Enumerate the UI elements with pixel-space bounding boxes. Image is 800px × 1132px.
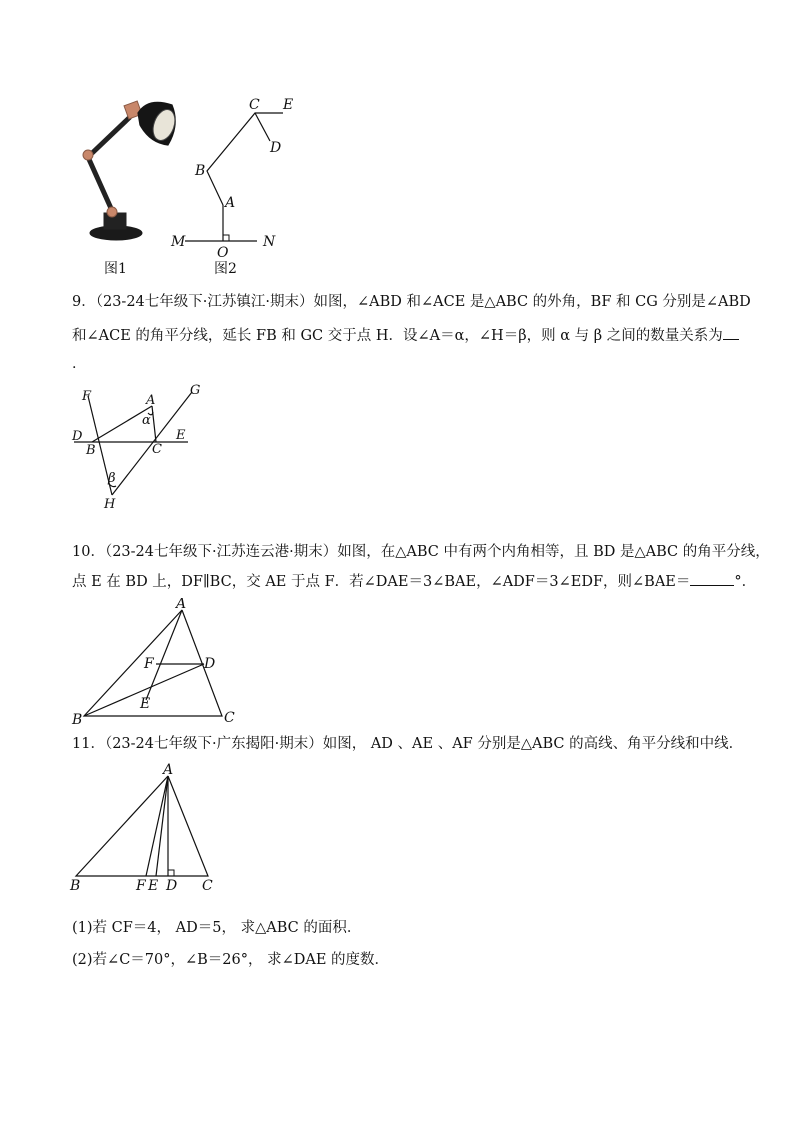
q9-label-F: F (82, 389, 92, 404)
q9-text-line-3: . (72, 356, 77, 372)
q10-text-line-2-content: 点 E 在 BD 上，DF∥BC，交 AE 于点 F．若∠DAE＝3∠BAE，∠ADF＝3∠EDF，则∠BAE＝ (72, 574, 691, 590)
q11-label-B: B (70, 878, 81, 894)
q9-label-A: A (146, 393, 156, 408)
q11-label-F: F (136, 878, 146, 894)
q11-diagram (66, 760, 226, 895)
fig2-label-E: E (283, 97, 294, 113)
q10-label-D: D (204, 656, 216, 672)
fig2-label-D: D (270, 140, 282, 156)
q9-text-line-2 (72, 326, 739, 346)
q10-label-A: A (176, 598, 187, 612)
fig2-label-C: C (249, 97, 260, 113)
q10-label-C: C (224, 710, 235, 726)
fig2-label-O: O (217, 245, 229, 261)
q11-part-1: (1)若 CF＝4， AD＝5， 求△ABC 的面积． (72, 920, 362, 936)
fig2-label-N: N (263, 234, 276, 250)
q11-label-D: D (166, 878, 178, 894)
figure-2-diagram (165, 95, 305, 265)
q9-label-E: E (176, 428, 186, 443)
q10-diagram (66, 598, 246, 728)
q11-label-E: E (148, 878, 159, 894)
q10-answer-blank[interactable] (690, 585, 734, 586)
q11-label-C: C (202, 878, 213, 894)
q10-text-line-2-end: °． (734, 574, 757, 590)
q9-label-D: D (72, 429, 83, 444)
q10-label-B: B (72, 712, 83, 728)
q10-text-line-2 (72, 572, 756, 592)
q9-label-C: C (152, 442, 162, 457)
q9-label-alpha: α (142, 413, 151, 428)
q9-label-H: H (104, 497, 116, 512)
fig2-label-M: M (171, 234, 186, 250)
q9-diagram (62, 380, 222, 515)
q9-text-line-1: 9．（23-24七年级下·江苏镇江·期末）如图，∠ABD 和∠ACE 是△ABC 的外角，BF 和 CG 分别是∠ABD (72, 294, 751, 310)
q9-label-G: G (190, 383, 201, 398)
q10-text-line-1: 10．（23-24七年级下·江苏连云港·期末）如图，在△ABC 中有两个内角相等，且 BD 是△ABC 的角平分线， (72, 544, 770, 560)
q11-part-2: (2)若∠C＝70°，∠B＝26°， 求∠DAE 的度数． (72, 952, 390, 968)
q9-label-beta: β (108, 471, 116, 486)
figure-2-caption: 图2 (214, 261, 237, 277)
fig2-label-B: B (195, 163, 206, 179)
q9-text-line-2-content: 和∠ACE 的角平分线，延长 FB 和 GC 交于点 H．设∠A＝α，∠H＝β，则 α 与 β 之间的数量关系为 (72, 328, 723, 344)
q9-answer-blank[interactable] (723, 339, 739, 340)
fig2-label-A: A (225, 195, 236, 211)
q10-label-F: F (144, 656, 154, 672)
q11-label-A: A (163, 762, 174, 778)
q10-label-E: E (140, 696, 151, 712)
q11-text-line-1: 11．（23-24七年级下·广东揭阳·期末）如图， AD 、AE 、AF 分别是△ABC 的高线、角平分线和中线． (72, 736, 744, 752)
q9-label-B: B (86, 443, 96, 458)
figure-1-caption: 图1 (104, 261, 127, 277)
